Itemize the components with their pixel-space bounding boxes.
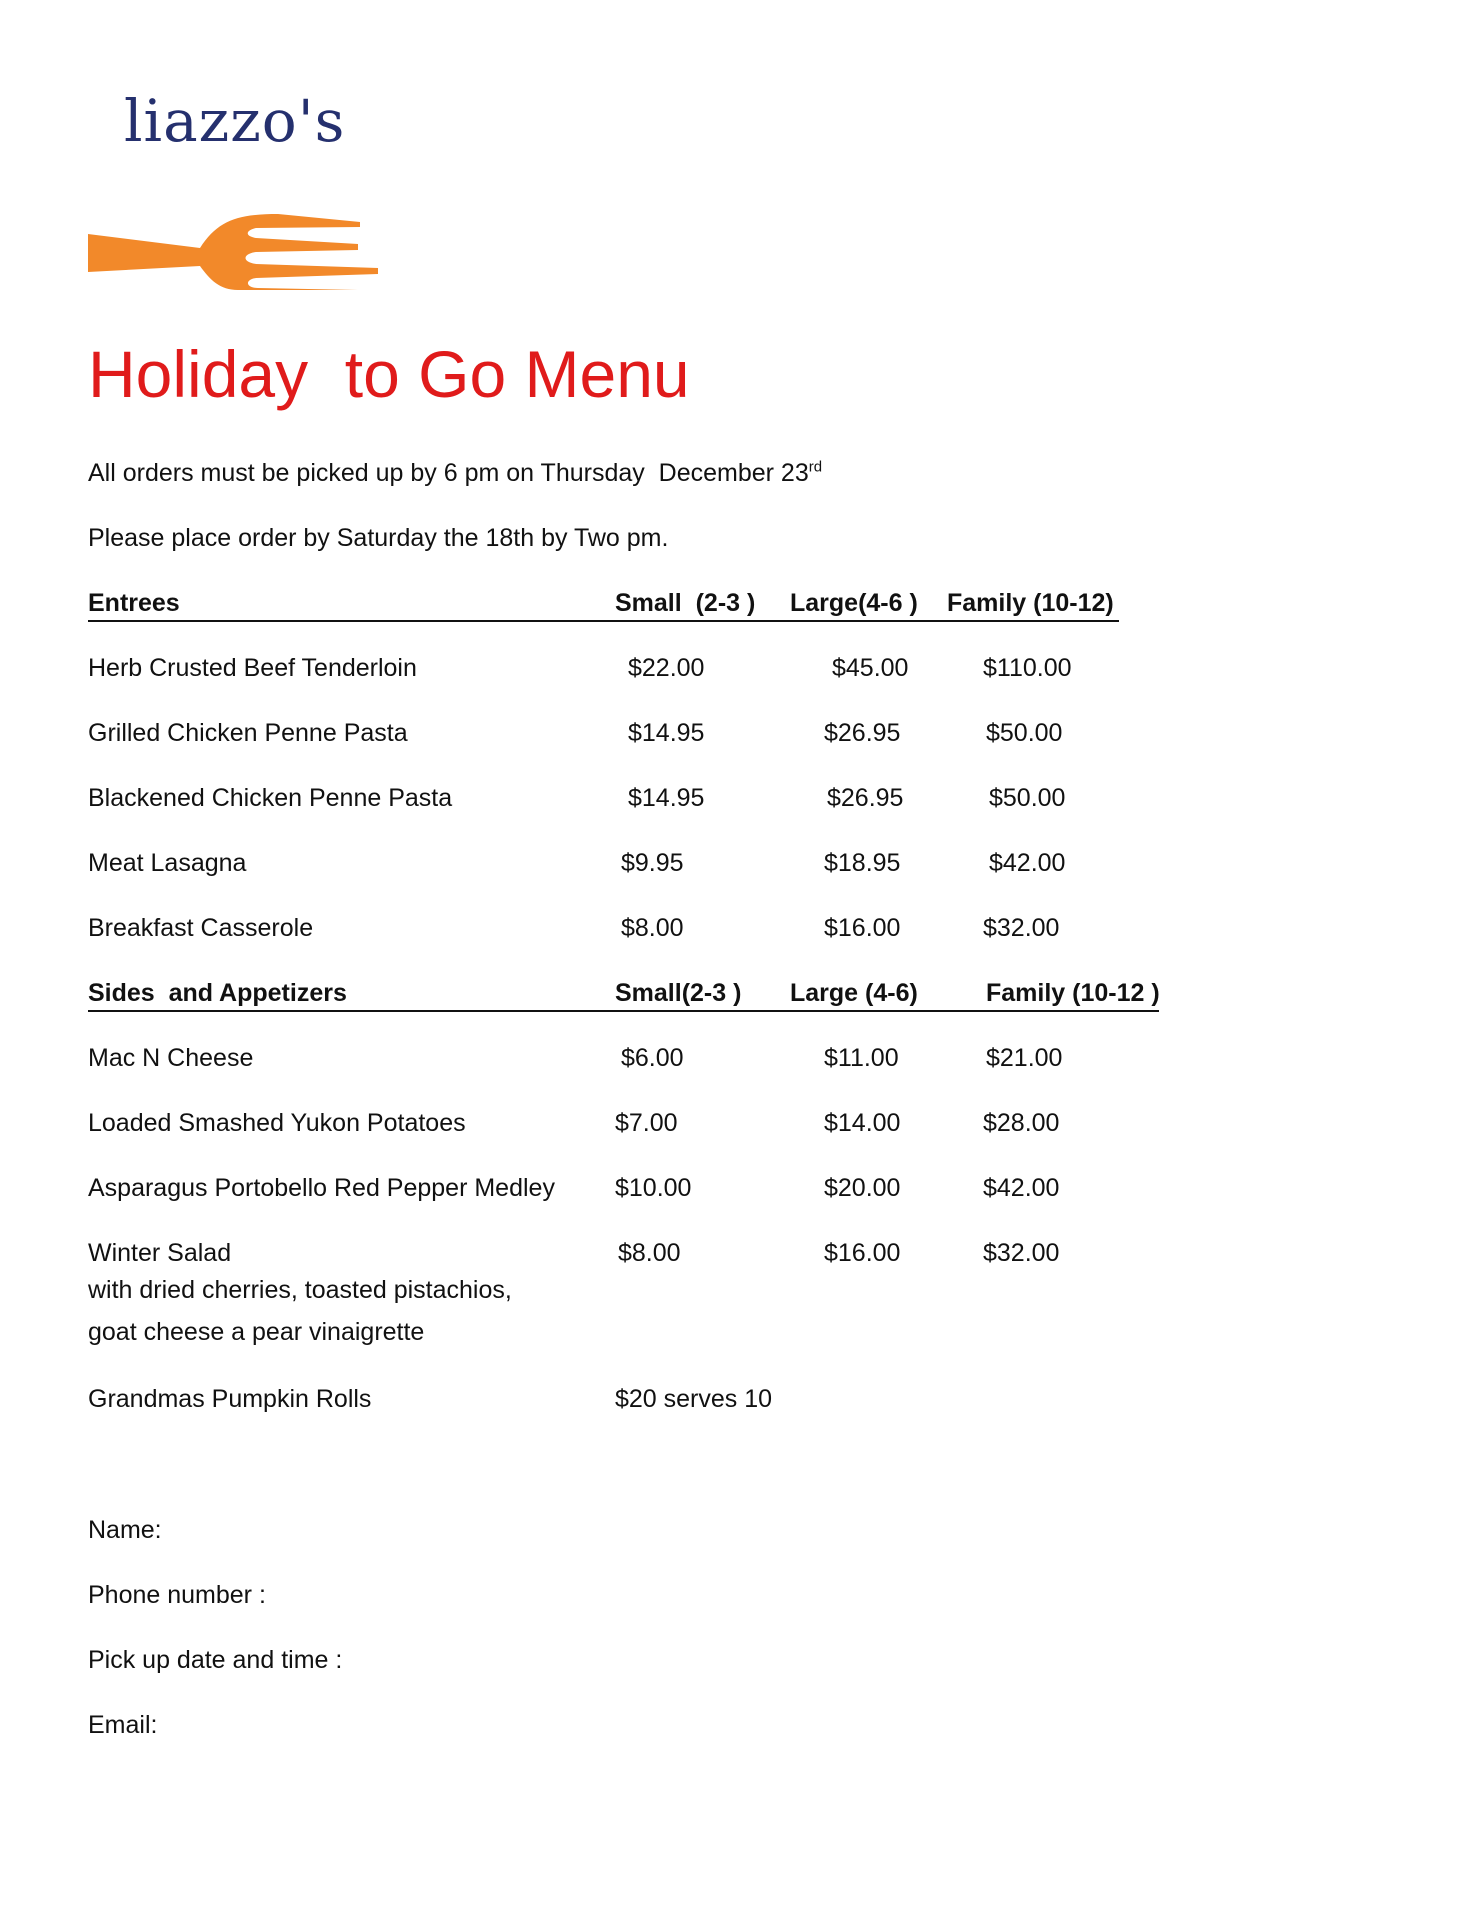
pickup-note [88,456,822,490]
item-price-small: $8.00 [618,1239,681,1267]
menu-row [88,1171,1168,1205]
sides-col-large: Large (4-6) [790,979,918,1007]
liazzos-logo [124,86,364,156]
entrees-col-small: Small (2-3 ) [615,589,756,617]
entrees-col-family: Family (10-12) [947,589,1114,617]
pickup-field-label: Pick up date and time : [88,1646,343,1674]
item-price-family: $50.00 [986,719,1063,747]
item-price-family: $42.00 [983,1174,1060,1202]
sides-col-family: Family (10-12 ) [986,979,1160,1007]
entrees-col-large: Large(4-6 ) [790,589,918,617]
name-field-label: Name: [88,1516,162,1544]
item-name: Meat Lasagna [88,849,247,877]
item-price-small: $14.95 [628,784,705,812]
item-price-small: $10.00 [615,1174,692,1202]
order-deadline-note: Please place order by Saturday the 18th by Two pm. [88,524,669,552]
item-name: Winter Salad [88,1239,232,1267]
menu-row [88,1041,1168,1075]
menu-row [88,781,1168,815]
item-price-small: $20 serves 10 [615,1385,773,1413]
entrees-header-rule [88,620,1119,622]
item-price-small: $8.00 [621,914,684,942]
item-name: Herb Crusted Beef Tenderloin [88,654,417,682]
item-price-large: $14.00 [824,1109,901,1137]
item-description: goat cheese a pear vinaigrette [88,1318,425,1346]
item-price-large: $20.00 [824,1174,901,1202]
item-name: Asparagus Portobello Red Pepper Medley [88,1174,555,1202]
item-price-large: $26.95 [824,719,901,747]
item-price-large: $45.00 [832,654,909,682]
page-title: Holiday to Go Menu [88,337,690,411]
item-price-family: $21.00 [986,1044,1063,1072]
menu-row [88,1382,1168,1416]
pickup-note-sup: rd [808,458,823,476]
pickup-note-text: All orders must be picked up by 6 pm on Thursday December 23 [88,459,809,487]
item-price-large: $16.00 [824,1239,901,1267]
item-price-small: $14.95 [628,719,705,747]
item-price-family: $32.00 [983,914,1060,942]
item-price-family: $28.00 [983,1109,1060,1137]
logo-text: liazzo's [124,87,346,155]
sides-header-rule [88,1010,1159,1012]
email-field-label: Email: [88,1711,158,1739]
sides-header [88,976,1168,1012]
phone-field-label: Phone number : [88,1581,266,1609]
item-name: Breakfast Casserole [88,914,314,942]
menu-row [88,846,1168,880]
item-price-small: $9.95 [621,849,684,877]
menu-row [88,911,1168,945]
item-price-small: $6.00 [621,1044,684,1072]
item-price-family: $32.00 [983,1239,1060,1267]
sides-heading: Sides and Appetizers [88,979,347,1007]
item-price-family: $110.00 [983,654,1072,682]
item-name: Mac N Cheese [88,1044,254,1072]
item-name: Grilled Chicken Penne Pasta [88,719,408,747]
item-price-large: $26.95 [827,784,904,812]
item-name: Grandmas Pumpkin Rolls [88,1385,372,1413]
menu-row [88,1106,1168,1140]
entrees-heading: Entrees [88,589,180,617]
sides-col-small: Small(2-3 ) [615,979,742,1007]
item-price-large: $18.95 [824,849,901,877]
item-price-family: $42.00 [989,849,1066,877]
item-price-family: $50.00 [989,784,1066,812]
item-price-small: $22.00 [628,654,705,682]
fork-icon [88,212,380,292]
item-price-large: $11.00 [824,1044,899,1072]
entrees-header [88,586,1168,622]
menu-row [88,716,1168,750]
menu-row [88,1236,1168,1270]
item-price-small: $7.00 [615,1109,678,1137]
item-price-large: $16.00 [824,914,901,942]
menu-row [88,651,1168,685]
item-description: with dried cherries, toasted pistachios, [88,1276,512,1304]
item-name: Loaded Smashed Yukon Potatoes [88,1109,466,1137]
item-name: Blackened Chicken Penne Pasta [88,784,453,812]
